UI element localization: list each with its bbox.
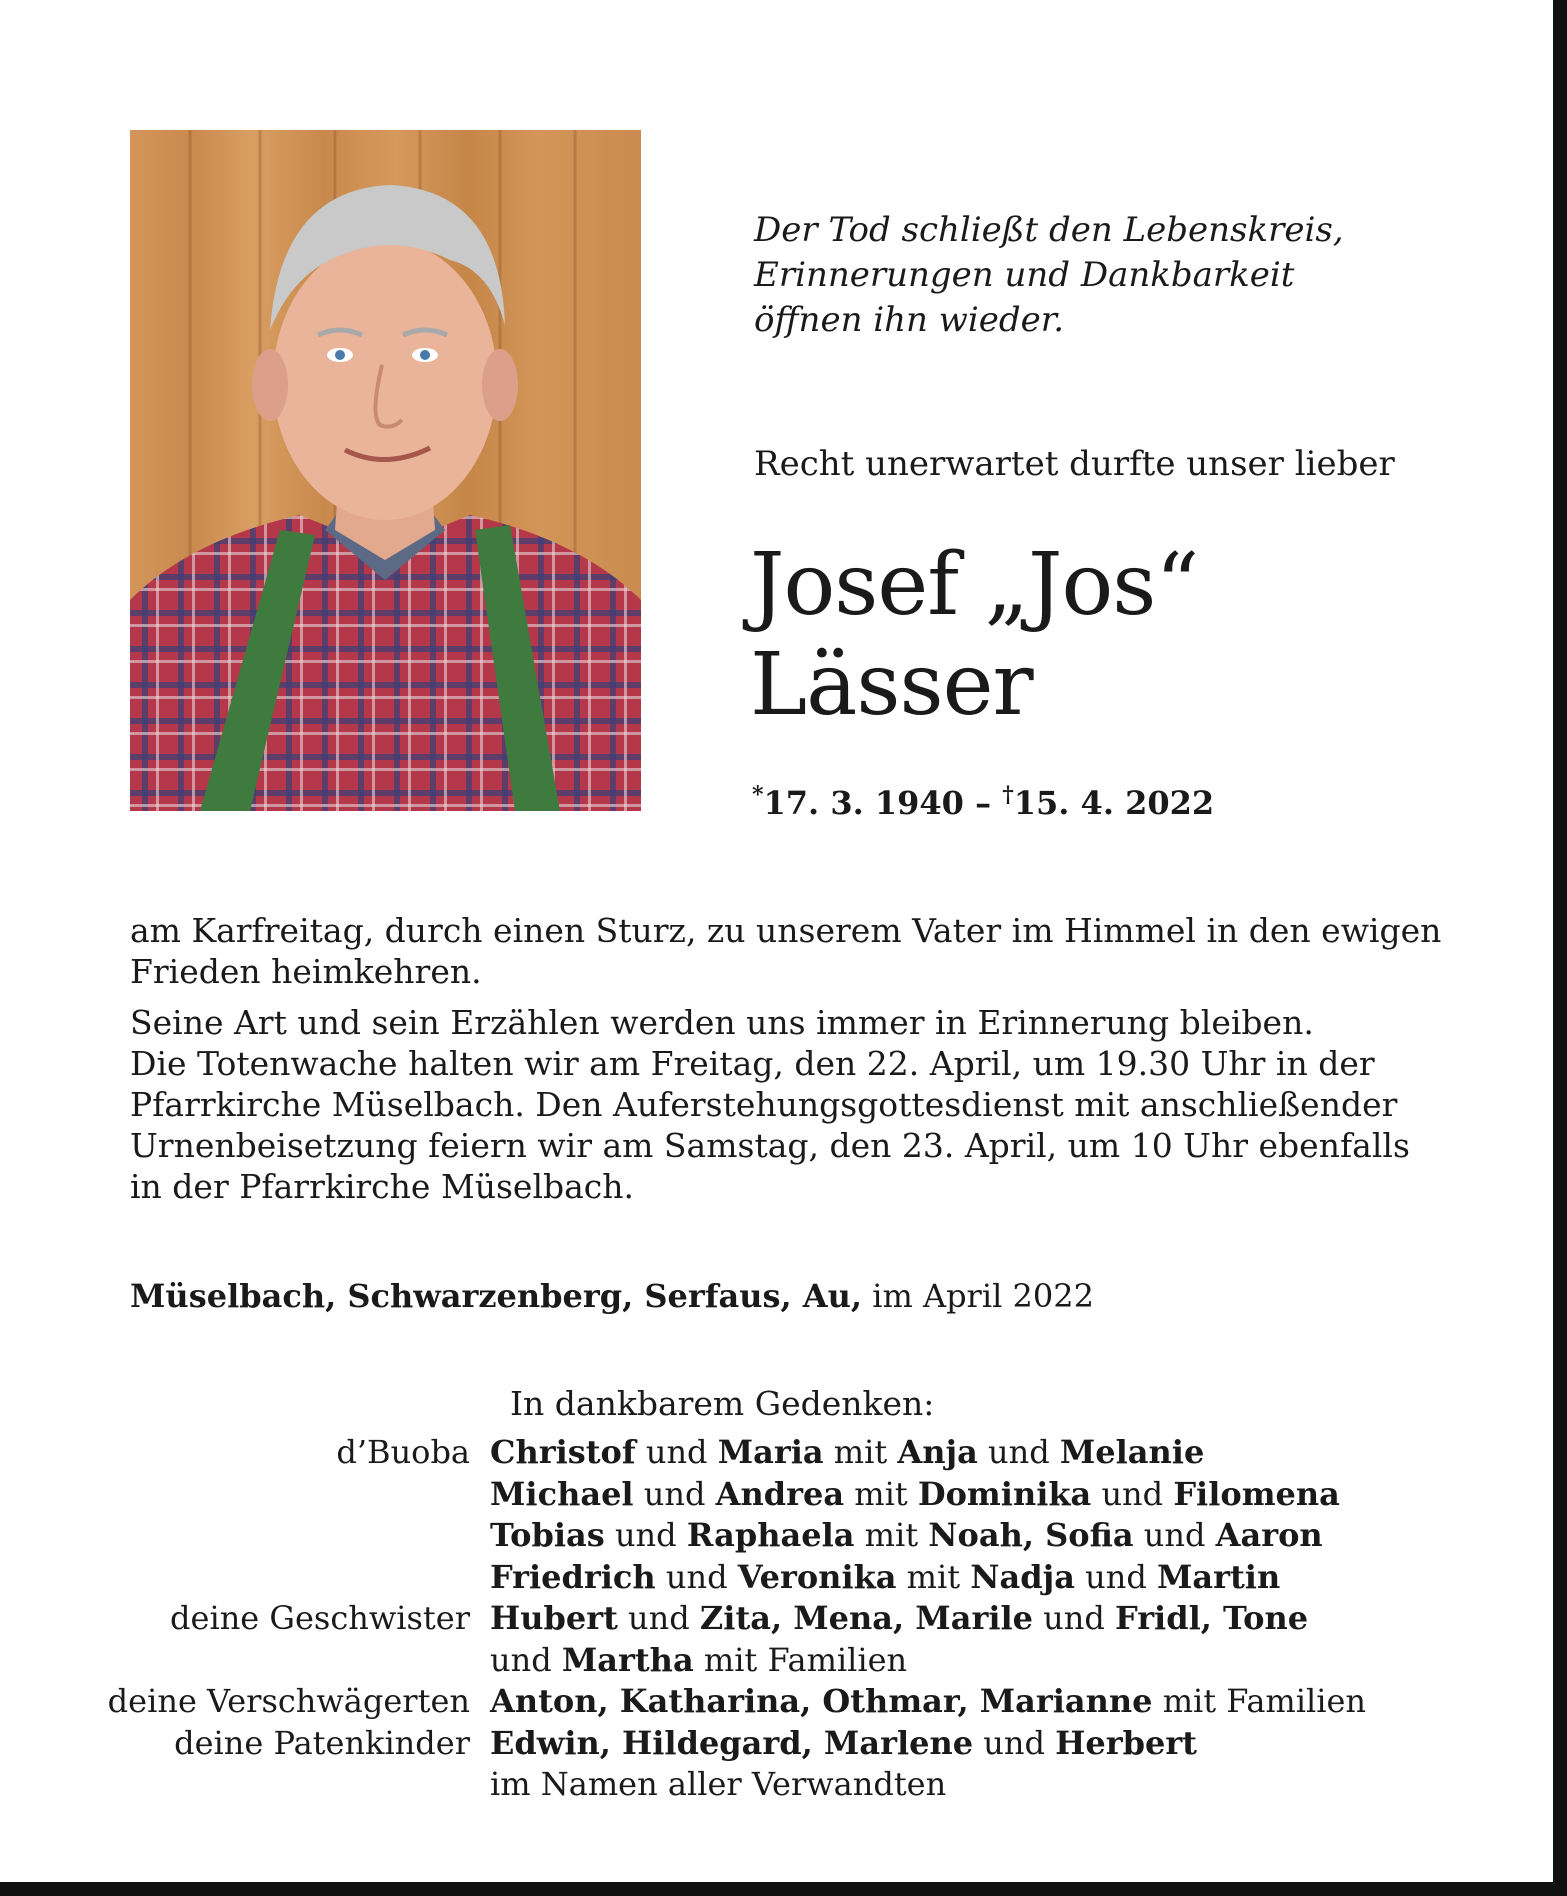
connector-text: und xyxy=(635,1433,718,1471)
mourner-name: Nadja xyxy=(970,1557,1075,1596)
connector-text: mit xyxy=(823,1433,898,1471)
mourner-row xyxy=(0,1432,1550,1474)
mourner-row xyxy=(0,1640,1550,1682)
mourner-name: Anton, Katharina, Othmar, Marianne xyxy=(490,1682,1153,1720)
places: Müselbach, Schwarzenberg, Serfaus, Au, xyxy=(130,1277,863,1315)
place-date-line xyxy=(130,1277,1094,1315)
mourner-name: Andrea xyxy=(715,1474,845,1513)
name-line-2: Lässer xyxy=(750,635,1033,735)
life-dates xyxy=(752,782,1214,822)
connector-text: und xyxy=(973,1723,1056,1762)
mourner-group-label xyxy=(0,1557,490,1599)
poem-line: Der Tod schließt den Lebenskreis, xyxy=(754,210,1344,250)
poem-quote xyxy=(754,208,1344,343)
body-paragraph xyxy=(130,1002,1450,1207)
mourners-list xyxy=(0,1432,1550,1806)
body-line: Urnenbeisetzung feiern wir am Samstag, den 23. April, um 10 Uhr ebenfalls xyxy=(130,1126,1410,1165)
mourner-row xyxy=(0,1764,1550,1806)
mourner-row xyxy=(0,1681,1550,1723)
mourner-name: Martha xyxy=(561,1640,694,1679)
mourner-names xyxy=(490,1681,1366,1723)
mourner-names xyxy=(490,1640,907,1682)
body-paragraph xyxy=(130,910,1450,992)
mourner-group-label: deine Patenkinder xyxy=(174,1723,470,1762)
mourner-name: Anja xyxy=(897,1433,978,1471)
poem-line: Erinnerungen und Dankbarkeit xyxy=(754,255,1295,295)
deceased-name xyxy=(750,535,1198,735)
mourner-name: Dominika xyxy=(917,1474,1092,1513)
mourner-name: Friedrich xyxy=(490,1557,656,1596)
death-mark: † xyxy=(1002,782,1014,808)
connector-text: und xyxy=(1091,1474,1174,1513)
body-line: Seine Art und sein Erzählen werden uns immer in Erinnerung bleiben. xyxy=(130,1003,1314,1042)
mourner-names xyxy=(490,1598,1308,1640)
connector-text: und xyxy=(633,1474,716,1513)
connector-text: mit xyxy=(896,1557,971,1596)
mourner-name: Edwin, Hildegard, Marlene xyxy=(490,1723,974,1762)
mourner-names xyxy=(490,1515,1323,1557)
mourner-name: Tobias xyxy=(490,1516,605,1554)
mourner-name: Noah, Sofia xyxy=(928,1516,1134,1554)
mourner-name: Martin xyxy=(1157,1557,1281,1596)
mourner-name: Aaron xyxy=(1215,1516,1323,1554)
mourner-group-label: d’Buoba xyxy=(336,1433,470,1471)
mourner-name: Herbert xyxy=(1055,1723,1197,1762)
mourner-name: Zita, Mena, Marile xyxy=(699,1599,1033,1637)
connector-text: mit Familien xyxy=(693,1640,908,1679)
connector-text: und xyxy=(1133,1516,1216,1554)
thanks-heading: In dankbarem Gedenken: xyxy=(510,1384,935,1423)
mourner-group-label xyxy=(0,1640,490,1682)
mourner-name: Melanie xyxy=(1059,1433,1205,1471)
body-line: Die Totenwache halten wir am Freitag, den 22. April, um 19.30 Uhr in der xyxy=(130,1044,1375,1083)
death-date: 15. 4. 2022 xyxy=(1013,784,1215,822)
mourner-group-label: deine Geschwister xyxy=(170,1599,470,1637)
connector-text: und xyxy=(617,1599,700,1637)
mourner-name: Veronika xyxy=(737,1557,897,1596)
body-line: am Karfreitag, durch einen Sturz, zu unserem Vater im Himmel in den ewigen xyxy=(130,911,1442,950)
mourner-name: Christof xyxy=(490,1433,636,1471)
body-line: Frieden heimkehren. xyxy=(130,952,482,991)
mourner-names xyxy=(490,1557,1280,1599)
mourner-name: Hubert xyxy=(490,1599,618,1637)
connector-text: im Namen aller Verwandten xyxy=(490,1765,947,1803)
mourner-row xyxy=(0,1515,1550,1557)
mourner-name: Raphaela xyxy=(686,1516,855,1554)
portrait-illustration xyxy=(130,130,641,811)
connector-text: und xyxy=(1074,1557,1157,1596)
mourner-names xyxy=(490,1764,946,1806)
connector-text: und xyxy=(655,1557,738,1596)
name-line-1: Josef „Jos“ xyxy=(750,535,1199,635)
mourner-group-label xyxy=(0,1764,490,1806)
mourner-names xyxy=(490,1723,1197,1765)
mourner-row xyxy=(0,1598,1550,1640)
mourner-row xyxy=(0,1474,1550,1516)
mourner-name: Filomena xyxy=(1173,1474,1340,1513)
connector-text: und xyxy=(490,1640,562,1679)
connector-text: und xyxy=(1032,1599,1116,1637)
connector-text: mit Familien xyxy=(1152,1682,1366,1720)
mourner-name: Fridl, Tone xyxy=(1115,1599,1309,1637)
obituary-body xyxy=(130,910,1450,1217)
mourner-name: Maria xyxy=(717,1433,824,1471)
intro-text: Recht unerwartet durfte unser lieber xyxy=(754,444,1395,484)
body-line: in der Pfarrkirche Müselbach. xyxy=(130,1167,635,1206)
connector-text: und xyxy=(977,1433,1060,1471)
birth-date: 17. 3. 1940 xyxy=(763,784,964,822)
mourner-names xyxy=(490,1474,1340,1516)
connector-text: mit xyxy=(854,1516,929,1554)
mourner-row xyxy=(0,1557,1550,1599)
mourner-name: Michael xyxy=(490,1474,634,1513)
mourner-group-label: deine Verschwägerten xyxy=(107,1682,470,1720)
body-line: Pfarrkirche Müselbach. Den Auferstehungsgottesdienst mit anschließender xyxy=(130,1085,1398,1124)
mourner-group-label xyxy=(0,1515,490,1557)
mourner-group-label xyxy=(0,1474,490,1516)
portrait-photo xyxy=(130,130,641,811)
poem-line: öffnen ihn wieder. xyxy=(754,300,1065,340)
date-separator: – xyxy=(963,784,1003,822)
connector-text: mit xyxy=(844,1474,918,1513)
mourner-row xyxy=(0,1723,1550,1765)
place-date: im April 2022 xyxy=(862,1277,1094,1315)
birth-mark: * xyxy=(752,782,764,808)
connector-text: und xyxy=(604,1516,687,1554)
mourner-names xyxy=(490,1432,1204,1474)
